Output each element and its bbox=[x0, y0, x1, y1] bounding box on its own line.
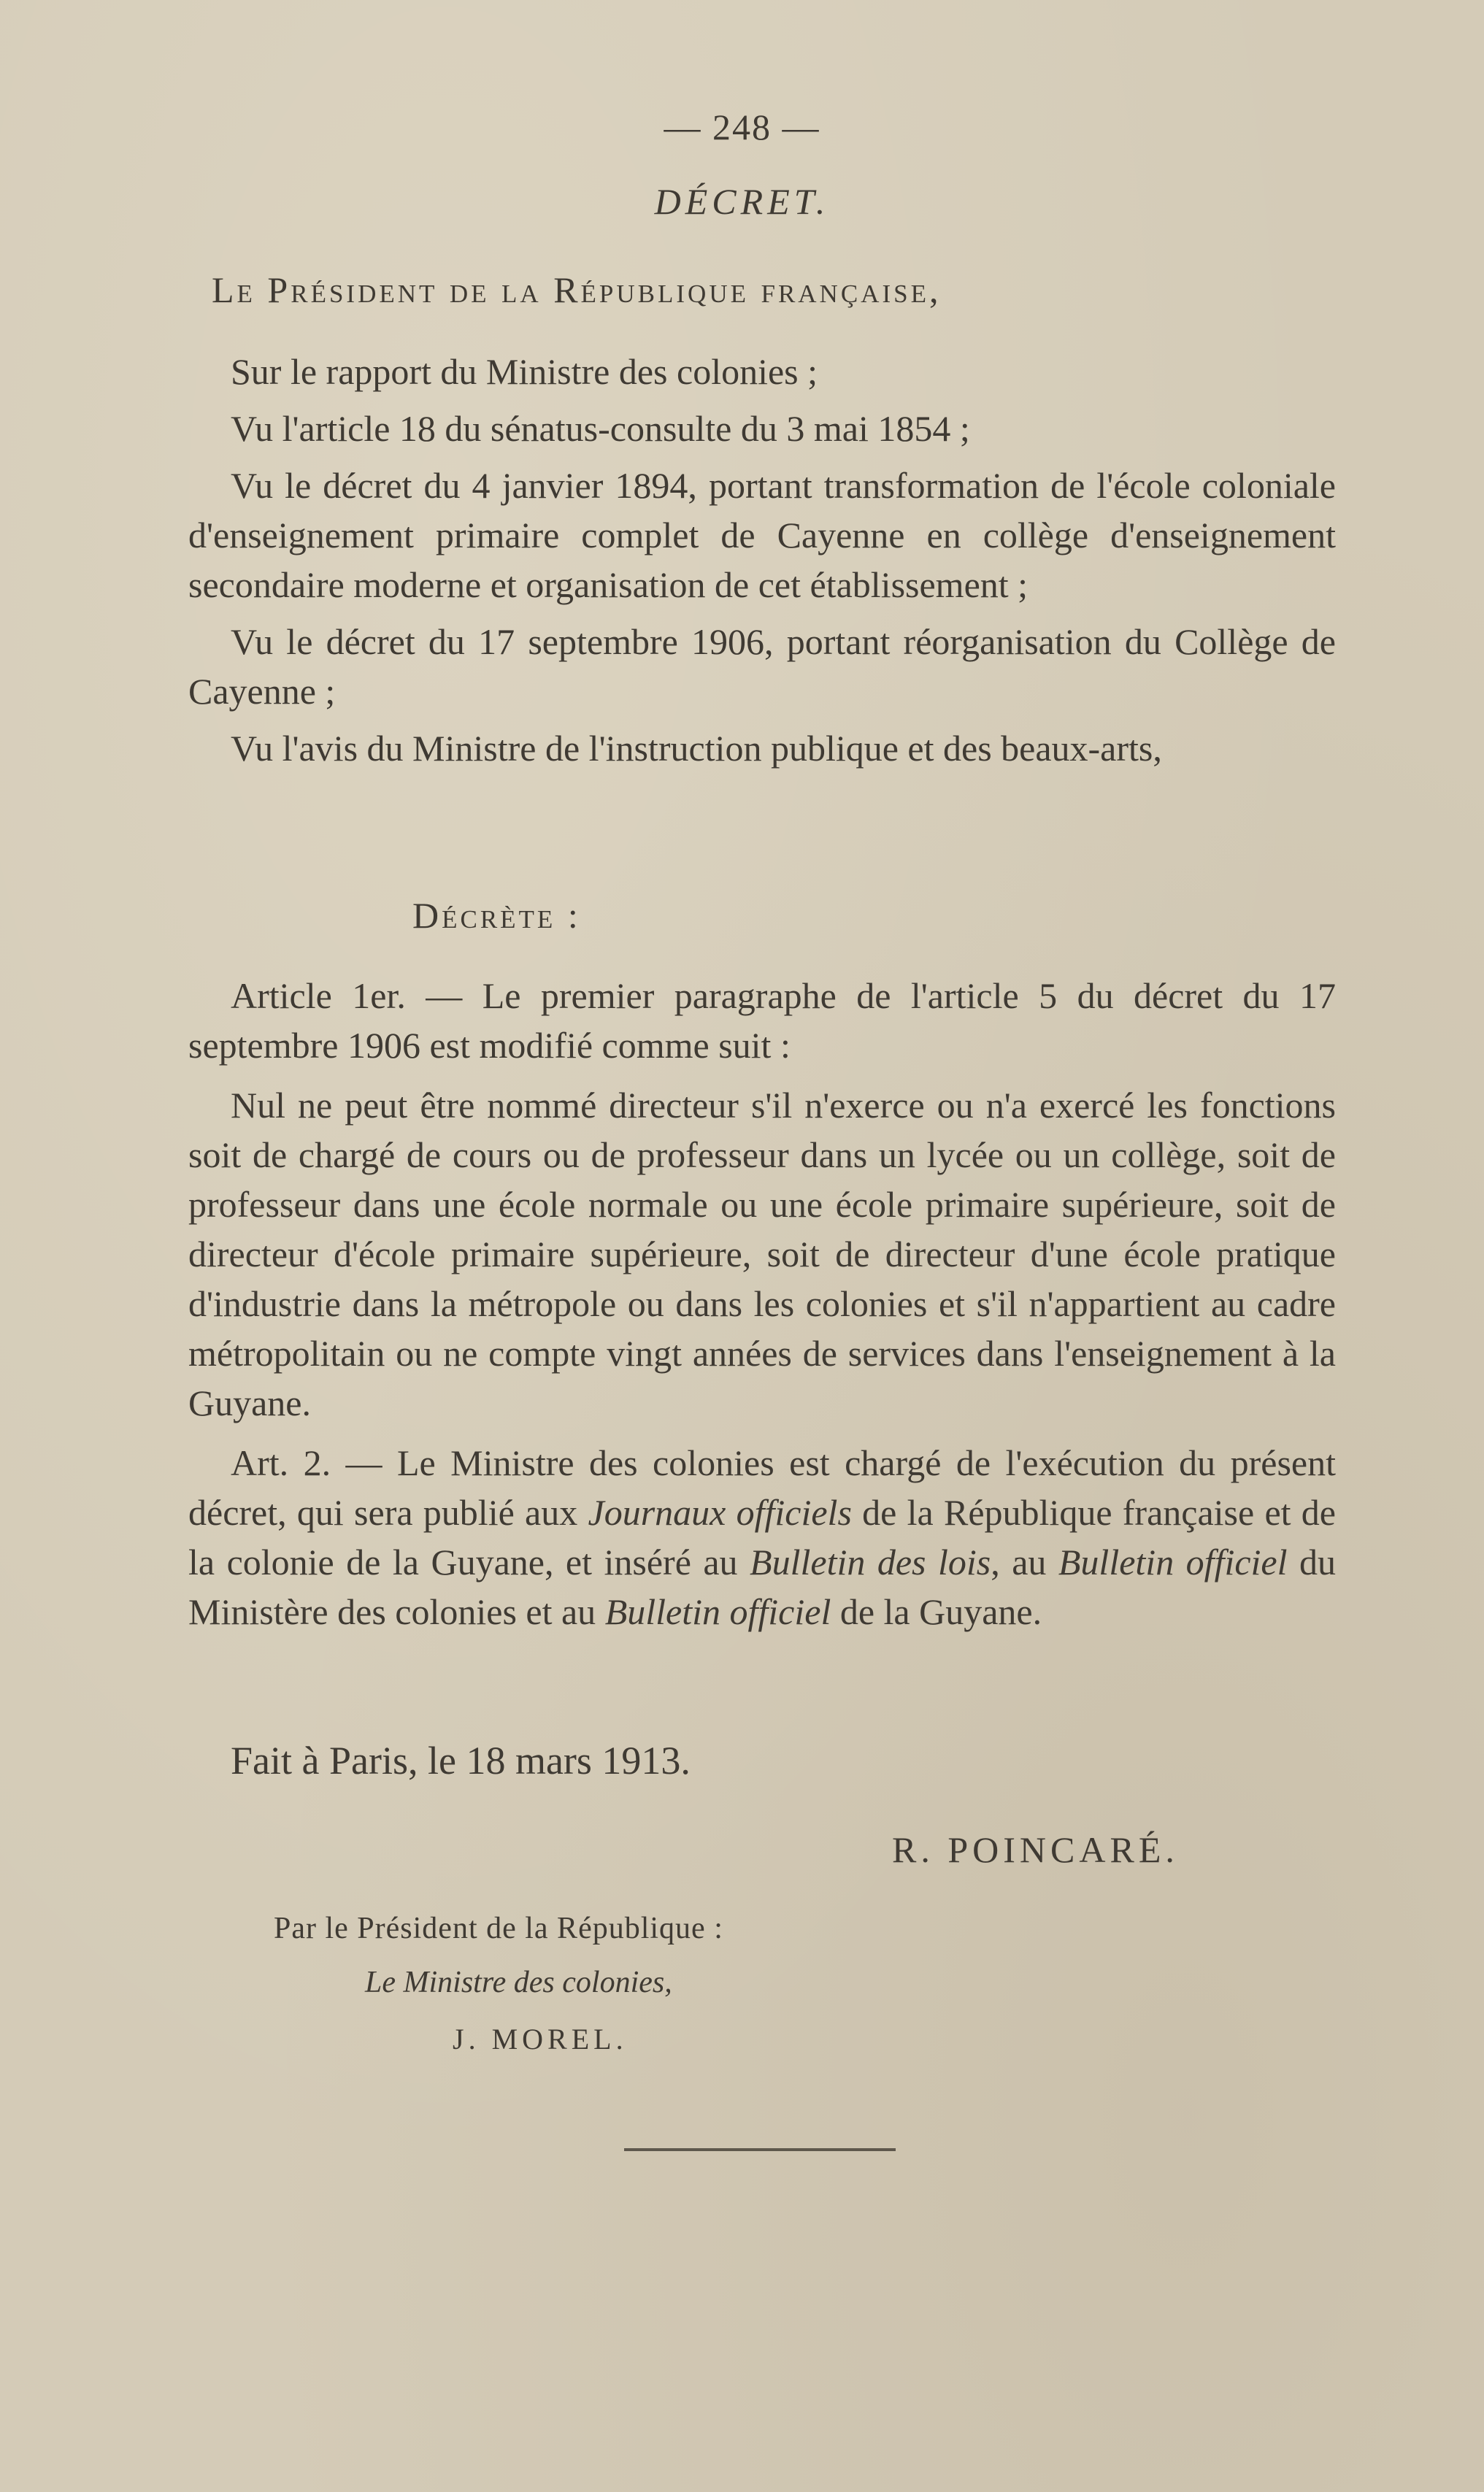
article-2-part3: , au bbox=[991, 1542, 1058, 1583]
preamble-decret-1894: Vu le décret du 4 janvier 1894, portant transformation de l'école coloniale d'enseignement primaire complet de Cayenne en collège d'enseignement secondaire moderne et organisation de cet établissement ; bbox=[188, 465, 1336, 605]
article-2-part4: du Ministère des colonies et au bbox=[188, 1542, 1337, 1632]
bulletin-officiel-guyane: Bulletin officiel bbox=[604, 1591, 831, 1632]
countersign-title: Le Ministre des colonies, bbox=[365, 1966, 672, 1999]
article-2-part1: Art. 2. — Le Ministre des colonies est chargé de l'exécution du présent décret, qui sera publié aux bbox=[188, 1442, 1336, 1533]
signature-poincare: R. POINCARÉ. bbox=[892, 1829, 1179, 1870]
article-1-intro: Article 1er. — Le premier paragraphe de l'article 5 du décret du 17 septembre 1906 est modifié comme suit : bbox=[188, 975, 1336, 1066]
article-2-part2: de la République française et de la colonie de la Guyane, et inséré au bbox=[188, 1492, 1336, 1583]
article-2 bbox=[188, 1438, 1336, 1637]
preamble-rapport: Sur le rapport du Ministre des colonies ; bbox=[231, 351, 818, 392]
closing-rule bbox=[624, 2148, 896, 2151]
bulletin-officiel: Bulletin officiel bbox=[1058, 1542, 1288, 1583]
preamble-senatus-consulte: Vu l'article 18 du sénatus-consulte du 3 mai 1854 ; bbox=[231, 408, 970, 449]
decrete-line: Décrète : bbox=[412, 895, 581, 936]
president-line: Le Président de la République française, bbox=[212, 269, 942, 310]
decree-heading: DÉCRET. bbox=[654, 181, 830, 222]
articles bbox=[188, 971, 1336, 1637]
preamble-decret-1906: Vu le décret du 17 septembre 1906, portant réorganisation du Collège de Cayenne ; bbox=[188, 621, 1336, 712]
article-2-part5: de la Guyane. bbox=[831, 1591, 1042, 1632]
preamble bbox=[188, 347, 1336, 773]
journaux-officiels: Journaux officiels bbox=[588, 1492, 852, 1533]
countersign-name: J. MOREL. bbox=[453, 2023, 628, 2055]
bulletin-des-lois: Bulletin des lois bbox=[750, 1542, 991, 1583]
preamble-avis-ministre: Vu l'avis du Ministre de l'instruction publique et des beaux-arts, bbox=[231, 728, 1162, 769]
countersign-intro: Par le Président de la République : bbox=[274, 1912, 723, 1945]
fait-a-paris: Fait à Paris, le 18 mars 1913. bbox=[231, 1739, 691, 1783]
page-number: — 248 — bbox=[664, 107, 820, 147]
article-1-text: Nul ne peut être nommé directeur s'il n'exerce ou n'a exercé les fonctions soit de chargé de cours ou de professeur dans un lycée ou un collège, soit de professeur dans une école normale ou une école primaire supérieure, soit de directeur d'école primaire supérieure, soit de directeur d'une école pratique d'industrie dans la métropole ou dans les colonies et s'il n'appartient au cadre métropolitain ou ne compte vingt années de services dans l'enseignement à la Guyane. bbox=[188, 1085, 1336, 1423]
